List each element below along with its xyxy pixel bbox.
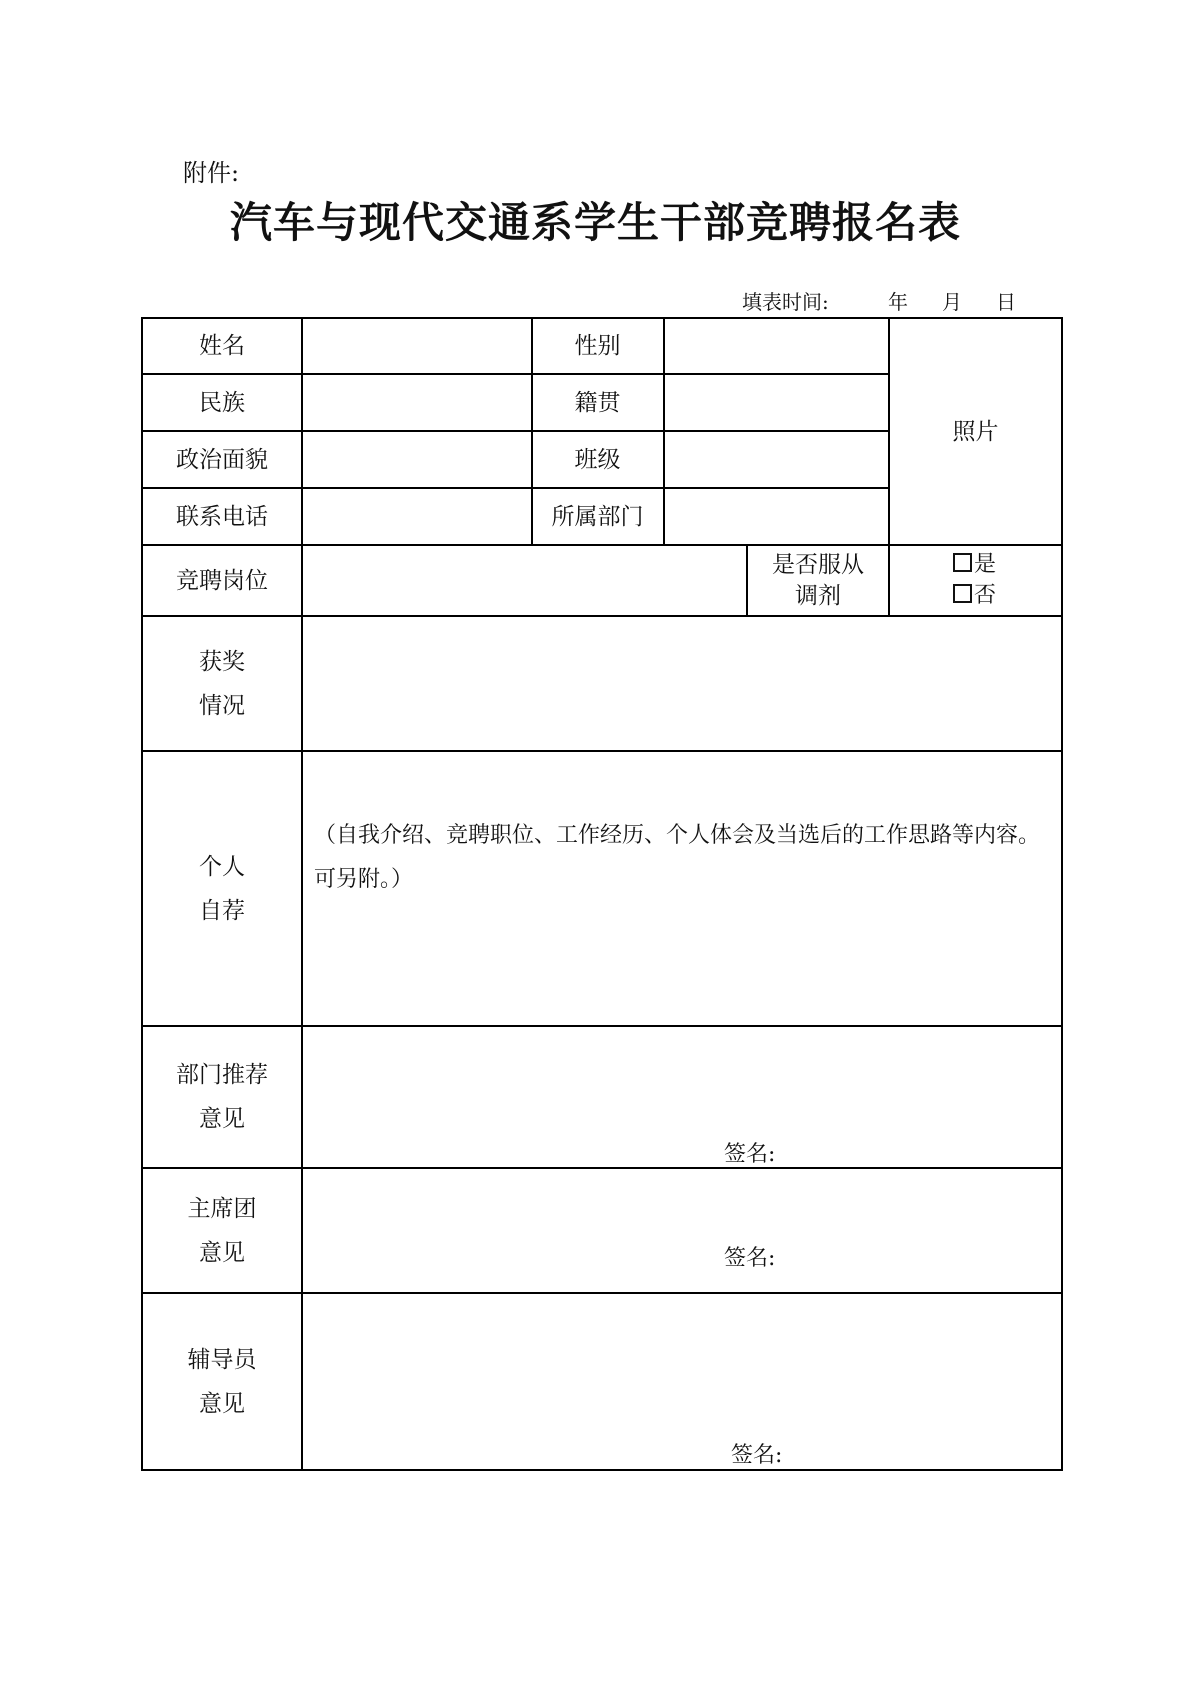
awards-label bbox=[143, 617, 301, 750]
position-field[interactable] bbox=[303, 546, 746, 615]
adjust-no-label: 否 bbox=[974, 583, 997, 608]
position-label: 竞聘岗位 bbox=[176, 567, 268, 594]
photo-area[interactable] bbox=[890, 319, 1061, 544]
photo-label: 照片 bbox=[952, 418, 999, 445]
day-label: 日 bbox=[996, 290, 1016, 314]
presidium-label-line2: 意见 bbox=[199, 1239, 245, 1266]
department-field[interactable] bbox=[665, 489, 888, 544]
name-label: 姓名 bbox=[199, 333, 245, 359]
awards-label-line1: 获奖 bbox=[199, 648, 245, 675]
year-label: 年 bbox=[888, 290, 908, 314]
counselor-signature-label: 签名: bbox=[731, 1443, 783, 1468]
counselor-label-line1: 辅导员 bbox=[187, 1346, 257, 1373]
department-signature-label: 签名: bbox=[724, 1142, 776, 1167]
counselor-opinion-field[interactable] bbox=[303, 1294, 1061, 1469]
department-opinion-field[interactable] bbox=[303, 1027, 1061, 1167]
ethnicity-field[interactable] bbox=[303, 375, 531, 430]
gender-field[interactable] bbox=[665, 319, 888, 373]
self-rec-label-line1: 个人 bbox=[199, 853, 245, 880]
adjust-label-line1: 是否服从 bbox=[772, 551, 864, 578]
ethnicity-label: 民族 bbox=[199, 389, 245, 416]
form-title: 汽车与现代交通系学生干部竞聘报名表 bbox=[229, 198, 961, 247]
adjust-no-option[interactable] bbox=[953, 580, 996, 611]
presidium-label-line1: 主席团 bbox=[187, 1195, 257, 1222]
department-opinion-label bbox=[143, 1027, 301, 1167]
adjust-no-checkbox[interactable] bbox=[953, 584, 972, 603]
political-status-label: 政治面貌 bbox=[176, 446, 268, 473]
adjust-yes-option[interactable] bbox=[953, 549, 996, 580]
dept-rec-label-line2: 意见 bbox=[199, 1106, 245, 1132]
awards-field[interactable] bbox=[303, 617, 1061, 750]
gender-label: 性别 bbox=[574, 333, 621, 359]
phone-label: 联系电话 bbox=[176, 503, 268, 530]
class-field[interactable] bbox=[665, 432, 888, 487]
department-label: 所属部门 bbox=[551, 503, 644, 530]
presidium-opinion-label bbox=[143, 1169, 301, 1292]
class-label: 班级 bbox=[574, 446, 621, 473]
counselor-opinion-label bbox=[143, 1294, 301, 1469]
adjust-label-line2: 调剂 bbox=[795, 582, 841, 609]
counselor-label-line2: 意见 bbox=[199, 1390, 245, 1417]
phone-field[interactable] bbox=[303, 489, 531, 544]
self-recommendation-hint: （自我介绍、竞聘职位、工作经历、个人体会及当选后的工作思路等内容。可另附。） bbox=[314, 823, 1041, 892]
adjust-yes-checkbox[interactable] bbox=[953, 553, 972, 572]
dept-rec-label-line1: 部门推荐 bbox=[176, 1062, 268, 1088]
attachment-label: 附件: bbox=[183, 159, 240, 187]
adjust-yes-label: 是 bbox=[974, 552, 997, 577]
self-rec-label-line2: 自荐 bbox=[199, 897, 245, 924]
fill-date-label: 填表时间: bbox=[742, 290, 829, 314]
presidium-opinion-field[interactable] bbox=[303, 1169, 1061, 1292]
awards-label-line2: 情况 bbox=[199, 692, 245, 719]
name-field[interactable] bbox=[303, 319, 531, 373]
self-recommendation-label bbox=[143, 752, 301, 1025]
native-place-label: 籍贯 bbox=[574, 389, 621, 416]
adjust-label bbox=[748, 546, 888, 615]
presidium-signature-label: 签名: bbox=[724, 1246, 776, 1271]
month-label: 月 bbox=[942, 290, 962, 314]
native-place-field[interactable] bbox=[665, 375, 888, 430]
political-status-field[interactable] bbox=[303, 432, 531, 487]
